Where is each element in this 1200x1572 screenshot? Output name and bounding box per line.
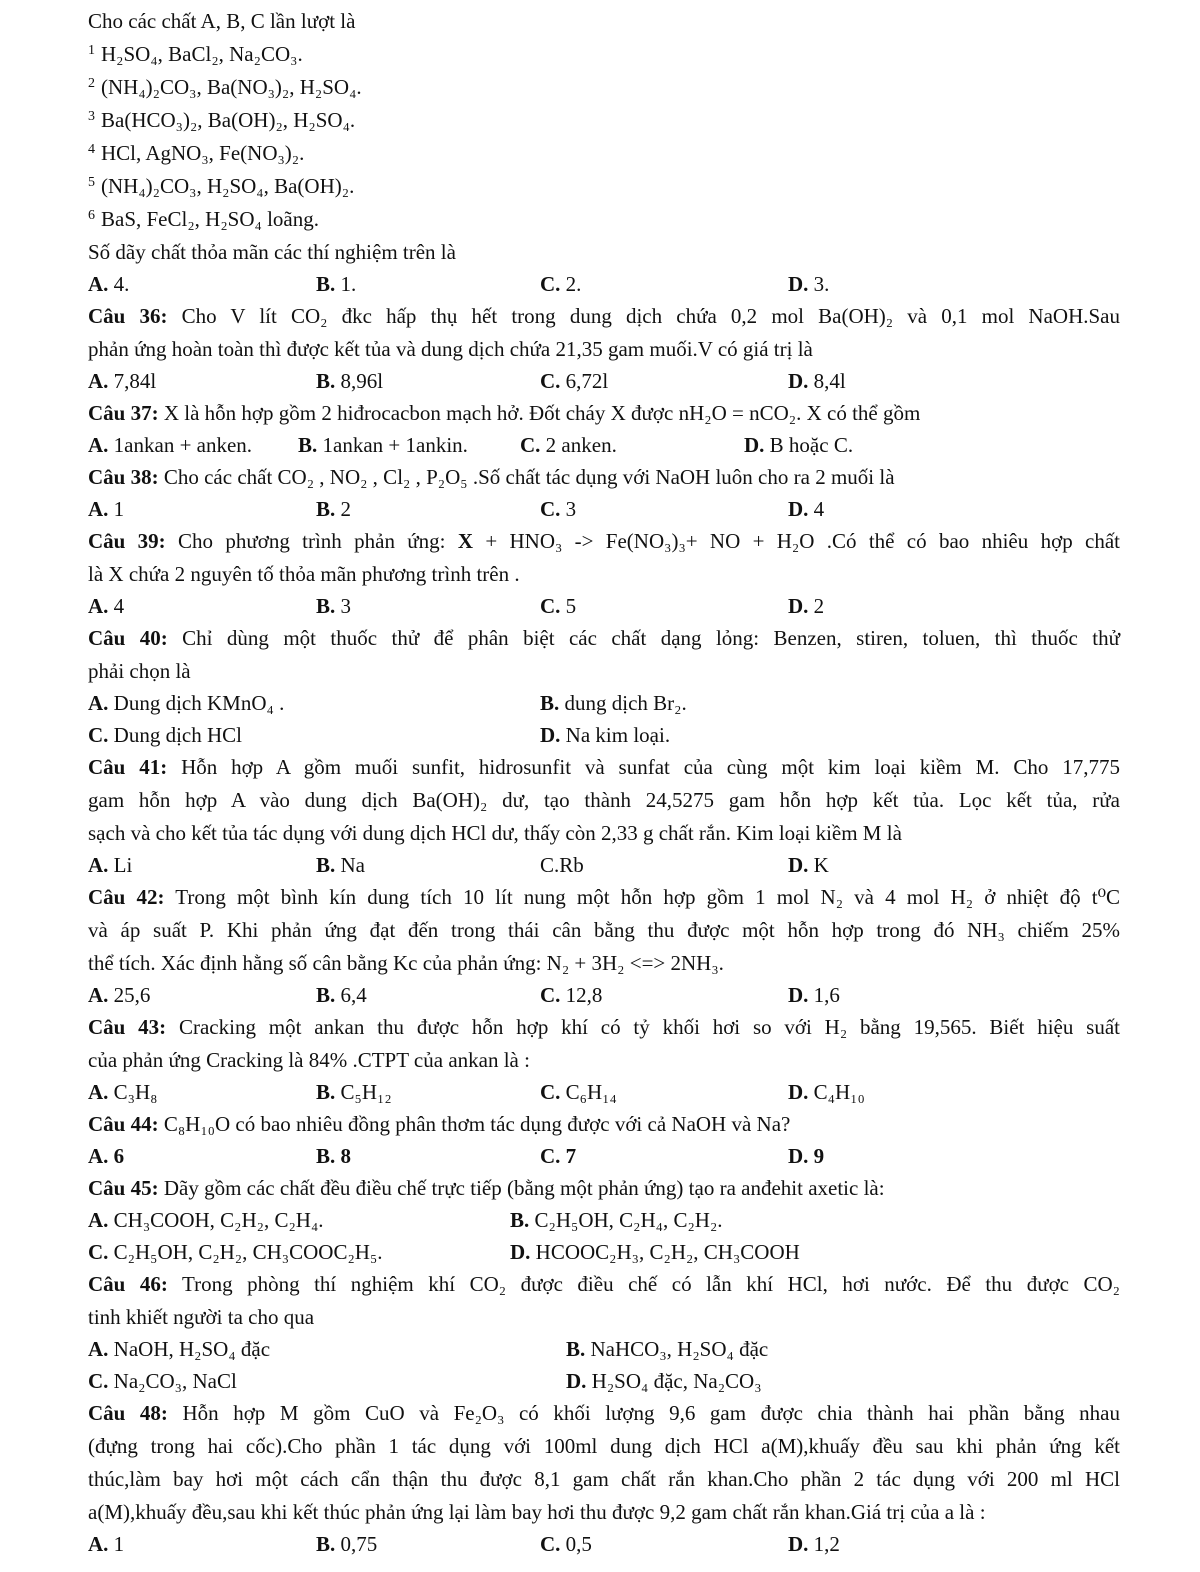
q46-option-b: B. NaHCO₃, H₂SO₄ đặc <box>566 1337 769 1361</box>
q42-text-line2: và áp suất P. Khi phản ứng đạt đến trong thái cân bằng thu được một hỗn hợp trong đó NH₃ chiếm 25% <box>88 918 1120 942</box>
q48-option-a: A. 1 <box>88 1532 125 1556</box>
q40-option-b: B. dung dịch Br₂. <box>540 691 687 715</box>
q48-text-line3: thúc,làm bay hơi một cách cẩn thận thu được 8,1 gam chất rắn khan.Cho phần 2 tác dụng với 200 ml HCl <box>88 1467 1120 1491</box>
q42-text-line3: thể tích. Xác định hằng số cân bằng Kc của phản ứng: N₂ + 3H₂ <=> 2NH₃. <box>88 951 724 975</box>
q43-option-b: B. C₅H₁₂ <box>316 1080 392 1104</box>
q46-option-a: A. NaOH, H₂SO₄ đặc <box>88 1337 271 1361</box>
q48-text-line1: Câu 48: Hỗn hợp M gồm CuO và Fe₂O₃ có khối lượng 9,6 gam được chia thành hai phần bằng nhau <box>88 1401 1120 1425</box>
q38-text-line1: Câu 38: Cho các chất CO₂ , NO₂ , Cl₂ , P₂O₅ .Số chất tác dụng với NaOH luôn cho ra 2 muối là <box>88 465 895 489</box>
q39-option-b: B. 3 <box>316 594 352 618</box>
q48-text-line2: (đựng trong hai cốc).Cho phần 1 tác dụng với 100ml dung dịch HCl a(M),khuấy đều sau khi phản ứng kết <box>88 1434 1120 1458</box>
intro-option-b: B. 1. <box>316 272 357 296</box>
q36-text-line2: phản ứng hoàn toàn thì được kết tủa và dung dịch chứa 21,35 gam muối.V có giá trị là <box>88 337 813 361</box>
q43-option-d: D. C₄H₁₀ <box>788 1080 865 1104</box>
q41-text-line3: sạch và cho kết tủa tác dụng với dung dịch HCl dư, thấy còn 2,33 g chất rắn. Kim loại kiềm M là <box>88 821 902 845</box>
q48-text-line4: a(M),khuấy đều,sau khi kết thúc phản ứng lại làm bay hơi thu được 9,2 gam chất rắn khan.Giá trị của a là : <box>88 1500 986 1524</box>
intro-item-1: $^1$ H₂SO₄, BaCl₂, Na₂CO₃. <box>88 42 303 66</box>
q36-option-d: D. 8,4l <box>788 369 846 393</box>
q42-option-b: B. 6,4 <box>316 983 367 1007</box>
q38-option-b: B. 2 <box>316 497 352 521</box>
intro-item-3: $^3$ Ba(HCO₃)₂, Ba(OH)₂, H₂SO₄. <box>88 108 356 132</box>
q37-option-b: B. 1ankan + 1ankin. <box>298 433 468 457</box>
q36-option-a: A. 7,84l <box>88 369 157 393</box>
q43-text-line1: Câu 43: Cracking một ankan thu được hỗn hợp khí có tỷ khối hơi so với H₂ bằng 19,565. Biết hiệu suất <box>88 1015 1121 1039</box>
q42-option-c: C. 12,8 <box>540 983 603 1007</box>
q36-option-c: C. 6,72l <box>540 369 609 393</box>
q42-option-a: A. 25,6 <box>88 983 151 1007</box>
q39-option-a: A. 4 <box>88 594 125 618</box>
q44-option-b: B. 8 <box>316 1144 352 1168</box>
q46-option-d: D. H₂SO₄ đặc, Na₂CO₃ <box>566 1369 762 1393</box>
q44-option-d: D. 9 <box>788 1144 825 1168</box>
q46-option-c: C. Na₂CO₃, NaCl <box>88 1369 237 1393</box>
q41-text-line2: gam hỗn hợp A vào dung dịch Ba(OH)₂ dư, tạo thành 24,5275 gam hỗn hợp kết tủa. Lọc kết tủa, rửa <box>88 788 1120 812</box>
q39-text-line2: là X chứa 2 nguyên tố thỏa mãn phương trình trên . <box>88 562 520 586</box>
q37-option-c: C. 2 anken. <box>520 433 617 457</box>
q46-text-line2: tinh khiết người ta cho qua <box>88 1305 315 1329</box>
q39-text-line1: Câu 39: Cho phương trình phản ứng: X + HNO₃ -> Fe(NO₃)₃+ NO + H₂O .Có thể có bao nhiêu hợp chất <box>88 529 1120 553</box>
q43-text-line2: của phản ứng Cracking là 84% .CTPT của ankan là : <box>88 1048 530 1072</box>
intro-lead: Cho các chất A, B, C lần lượt là <box>88 9 356 33</box>
q44-text-line1: Câu 44: C₈H₁₀O có bao nhiêu đồng phân thơm tác dụng được với cả NaOH và Na? <box>88 1112 791 1136</box>
intro-question: Số dãy chất thỏa mãn các thí nghiệm trên là <box>88 240 456 264</box>
q37-option-a: A. 1ankan + anken. <box>88 433 253 457</box>
q48-option-b: B. 0,75 <box>316 1532 378 1556</box>
q40-text-line1: Câu 40: Chỉ dùng một thuốc thử để phân biệt các chất dạng lỏng: Benzen, stiren, toluen, thì thuốc thử <box>88 626 1120 650</box>
q45-option-a: A. CH₃COOH, C₂H₂, C₂H₄. <box>88 1208 324 1232</box>
q38-option-a: A. 1 <box>88 497 125 521</box>
q46-text-line1: Câu 46: Trong phòng thí nghiệm khí CO₂ được điều chế có lẫn khí HCl, hơi nước. Để thu được CO₂ <box>88 1272 1121 1296</box>
intro-item-5: $^5$ (NH₄)₂CO₃, H₂SO₄, Ba(OH)₂. <box>88 174 355 198</box>
intro-option-a: A. 4. <box>88 272 130 296</box>
q38-option-d: D. 4 <box>788 497 825 521</box>
q41-option-c: C.Rb <box>540 853 584 877</box>
q43-option-c: C. C₆H₁₄ <box>540 1080 617 1104</box>
q36-text-line1: Câu 36: Cho V lít CO₂ đkc hấp thụ hết trong dung dịch chứa 0,2 mol Ba(OH)₂ và 0,1 mol NaOH.Sau <box>88 304 1120 328</box>
q48-option-c: C. 0,5 <box>540 1532 592 1556</box>
q37-text-line1: Câu 37: X là hỗn hợp gồm 2 hiđrocacbon mạch hở. Đốt cháy X được nH₂O = nCO₂. X có thể gồm <box>88 401 921 425</box>
q42-option-d: D. 1,6 <box>788 983 840 1007</box>
q40-option-c: C. Dung dịch HCl <box>88 723 242 747</box>
q38-option-c: C. 3 <box>540 497 577 521</box>
q39-option-d: D. 2 <box>788 594 825 618</box>
q40-option-a: A. Dung dịch KMnO₄ . <box>88 691 285 715</box>
intro-item-6: $^6$ BaS, FeCl₂, H₂SO₄ loãng. <box>88 207 319 231</box>
intro-option-c: C. 2. <box>540 272 582 296</box>
q43-option-a: A. C₃H₈ <box>88 1080 158 1104</box>
q44-option-c: C. 7 <box>540 1144 577 1168</box>
q48-option-d: D. 1,2 <box>788 1532 840 1556</box>
q41-text-line1: Câu 41: Hỗn hợp A gồm muối sunfit, hidrosunfit và sunfat của cùng một kim loại kiềm M. Cho 17,775 <box>88 755 1121 779</box>
q40-option-d: D. Na kim loại. <box>540 723 671 747</box>
q39-option-c: C. 5 <box>540 594 577 618</box>
q45-option-d: D. HCOOC₂H₃, C₂H₂, CH₃COOH <box>510 1240 800 1264</box>
q42-text-line1: Câu 42: Trong một bình kín dung tích 10 lít nung một hỗn hợp gồm 1 mol N₂ và 4 mol H₂ ở nhiệt độ t⁰C <box>88 885 1120 909</box>
q45-option-b: B. C₂H₅OH, C₂H₄, C₂H₂. <box>510 1208 723 1232</box>
q40-text-line2: phải chọn là <box>88 659 191 683</box>
intro-option-d: D. 3. <box>788 272 830 296</box>
q41-option-a: A. Li <box>88 853 133 877</box>
q36-option-b: B. 8,96l <box>316 369 384 393</box>
q44-option-a: A. 6 <box>88 1144 125 1168</box>
intro-item-4: $^4$ HCl, AgNO₃, Fe(NO₃)₂. <box>88 141 305 165</box>
intro-item-2: $^2$ (NH₄)₂CO₃, Ba(NO₃)₂, H₂SO₄. <box>88 75 362 99</box>
q45-text-line1: Câu 45: Dãy gồm các chất đều điều chế trực tiếp (bằng một phản ứng) tạo ra anđehit axetic là: <box>88 1176 885 1200</box>
q45-option-c: C. C₂H₅OH, C₂H₂, CH₃COOC₂H₅. <box>88 1240 383 1264</box>
q41-option-b: B. Na <box>316 853 366 877</box>
q37-option-d: D. B hoặc C. <box>744 433 854 457</box>
q41-option-d: D. K <box>788 853 829 877</box>
